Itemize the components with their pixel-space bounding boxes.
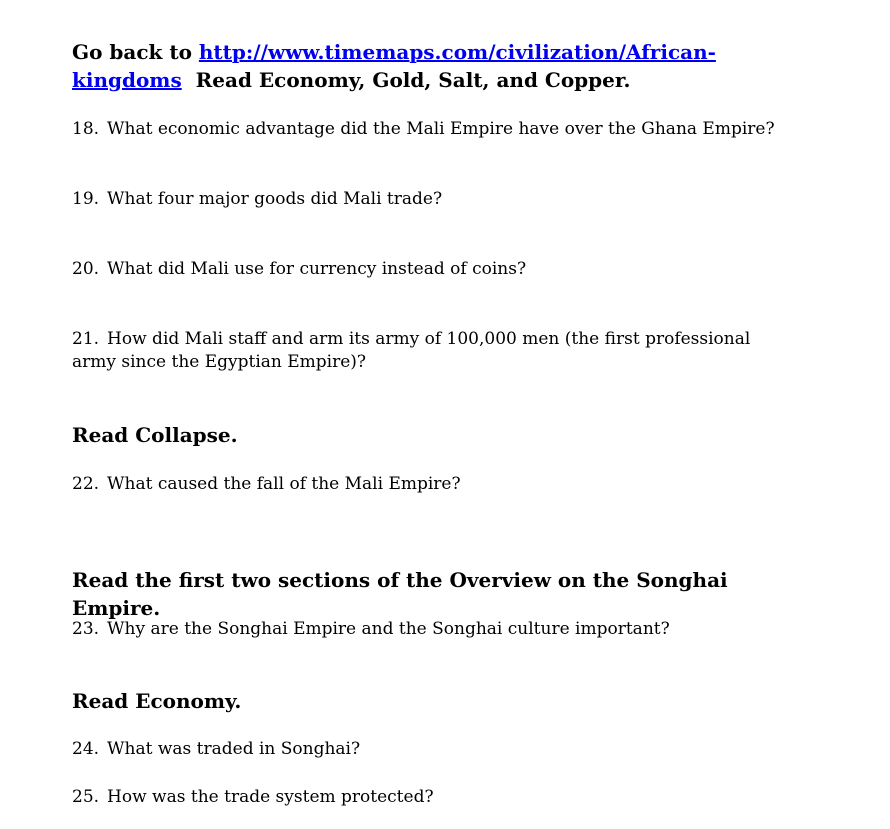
question-25 <box>72 786 812 809</box>
question-22 <box>72 473 812 496</box>
section-heading-economy-gold-salt-copper <box>72 38 812 94</box>
question-text: What caused the fall of the Mali Empire? <box>107 474 461 494</box>
question-24 <box>72 738 812 761</box>
question-number: 20. <box>72 259 100 279</box>
question-number: 18. <box>72 119 100 139</box>
question-number: 22. <box>72 474 100 494</box>
question-18 <box>72 118 812 141</box>
timemaps-link[interactable]: http://www.timemaps.com/civilization/African-kingdoms <box>72 40 716 92</box>
question-text: How was the trade system protected? <box>107 787 434 807</box>
heading-suffix: Read Economy, Gold, Salt, and Copper. <box>195 68 631 92</box>
section-heading-songhai-overview: Read the first two sections of the Overview on the Songhai Empire. <box>72 568 728 620</box>
section-heading-economy: Read Economy. <box>72 689 242 713</box>
question-21 <box>72 328 797 374</box>
question-20 <box>72 258 812 281</box>
question-text: What four major goods did Mali trade? <box>107 189 443 209</box>
question-19 <box>72 188 812 211</box>
question-text: What economic advantage did the Mali Empire have over the Ghana Empire? <box>107 119 775 139</box>
question-number: 25. <box>72 787 100 807</box>
section-heading-collapse: Read Collapse. <box>72 423 238 447</box>
heading-prefix: Go back to <box>72 40 192 64</box>
question-23 <box>72 618 812 641</box>
question-text: What was traded in Songhai? <box>107 739 361 759</box>
question-number: 19. <box>72 189 100 209</box>
question-number: 21. <box>72 329 100 349</box>
question-text: What did Mali use for currency instead of coins? <box>107 259 527 279</box>
question-number: 24. <box>72 739 100 759</box>
question-number: 23. <box>72 619 100 639</box>
question-text: Why are the Songhai Empire and the Songhai culture important? <box>107 619 670 639</box>
question-text: How did Mali staff and arm its army of 100,000 men (the first professional army since the Egyptian Empire)? <box>72 329 751 372</box>
